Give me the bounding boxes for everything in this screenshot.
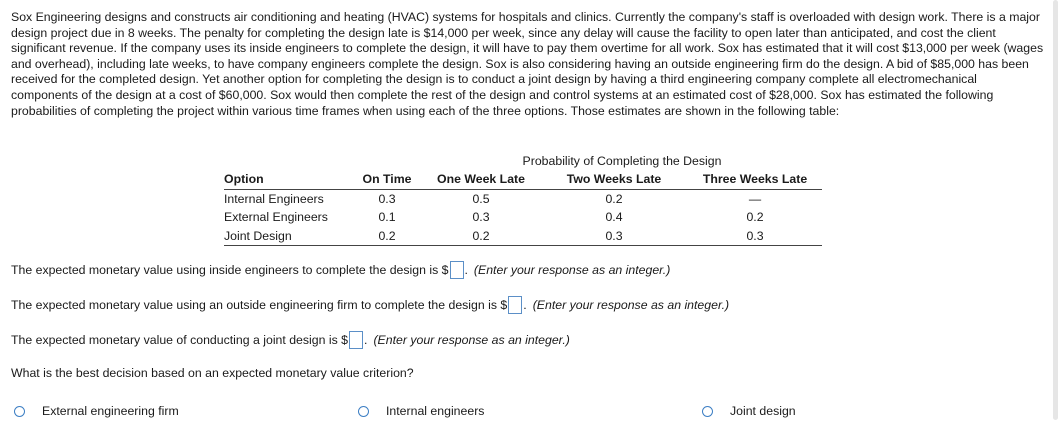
radio-button-icon[interactable] — [14, 406, 25, 417]
problem-text: Sox Engineering designs and constructs air conditioning and heating (HVAC) systems for hospitals and clinics. Currently the company's staff is overloaded with design work. There is a major design project due in 8 weeks. The penalty for completing the design late is $14,000 per week, since any delay will cause the facility to open later than anticipated, and cost the client significant revenue. If the company uses its inside engineers to complete the design, it will have to pay them overtime for all work. Sox has estimated that it will cost $13,000 per week (wages and overhead), including late weeks, to have company engineers complete the design. Sox is also considering having an outside engineering firm do the design. A bid of $85,000 has been received for the completed design. Yet another option for completing the design is to conduct a joint design by having a third engineering company complete all electromechanical components of the design at a cost of $60,000. Sox would then complete the rest of the design and control systems at an estimated cost of $28,000. Sox has estimated the following probabilities of completing the project within various time frames when using each of the three options. Those estimates are shown in the following table: — [11, 10, 1044, 118]
table-row: Internal Engineers 0.3 0.5 0.2 — — [224, 191, 762, 206]
radio-button-icon[interactable] — [358, 406, 369, 417]
table-row: External Engineers 0.1 0.3 0.4 0.2 — [224, 210, 764, 225]
col-header-one-week-late: One Week Late — [422, 170, 540, 189]
choice-joint-design[interactable]: Joint design — [702, 404, 796, 418]
table-header-row — [224, 170, 956, 189]
emv-joint-input[interactable] — [349, 331, 363, 349]
col-header-on-time: On Time — [352, 170, 422, 189]
question-joint-design: The expected monetary value of conducting a joint design is $ . (Enter your response as an integer.) — [11, 333, 570, 347]
integer-hint: (Enter your response as an integer.) — [532, 298, 730, 312]
choice-internal-engineers[interactable]: Internal engineers — [358, 404, 484, 418]
integer-hint: (Enter your response as an integer.) — [373, 333, 570, 347]
emv-outside-input[interactable] — [508, 296, 522, 314]
col-header-three-weeks-late: Three Weeks Late — [688, 170, 822, 189]
vertical-scrollbar[interactable] — [1053, 0, 1058, 420]
question-outside-firm: The expected monetary value using an outside engineering firm to complete the design is $ . (Enter your response as an integer.) — [11, 298, 730, 312]
emv-inside-input[interactable] — [450, 261, 464, 279]
integer-hint: (Enter your response as an integer.) — [473, 263, 671, 277]
radio-button-icon[interactable] — [702, 406, 713, 417]
probability-table — [224, 151, 956, 246]
table-group-header: Probability of Completing the Design — [522, 153, 722, 168]
question-inside-engineers: The expected monetary value using inside engineers to complete the design is $ . (Enter your response as an integer.) — [11, 263, 671, 277]
col-header-two-weeks-late: Two Weeks Late — [540, 170, 688, 189]
table-row: Joint Design 0.2 0.2 0.3 0.3 — [224, 227, 956, 246]
question-best-decision: What is the best decision based on an expected monetary value criterion? — [11, 366, 414, 380]
col-header-option: Option — [224, 170, 352, 189]
choice-external-engineering-firm[interactable]: External engineering firm — [14, 404, 179, 418]
